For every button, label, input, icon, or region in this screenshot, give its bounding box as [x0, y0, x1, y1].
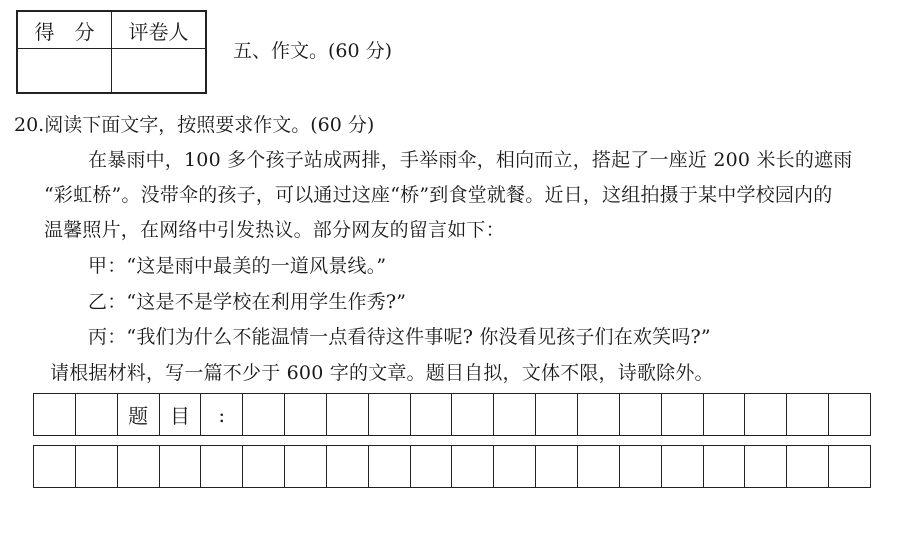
comment-line: 甲：“这是雨中最美的一道风景线。”	[88, 255, 387, 277]
grid-cell[interactable]	[494, 446, 536, 487]
grid-cell[interactable]	[285, 394, 327, 435]
passage-line: 温馨照片，在网络中引发热议。部分网友的留言如下：	[44, 219, 505, 241]
score-header: 得 分	[17, 11, 112, 49]
grid-cell[interactable]	[494, 394, 536, 435]
grid-cell[interactable]	[787, 394, 829, 435]
grid-cell[interactable]	[411, 446, 453, 487]
grader-field[interactable]	[112, 49, 207, 94]
grid-cell[interactable]	[243, 394, 285, 435]
grid-cell[interactable]	[327, 446, 369, 487]
grid-cell[interactable]	[452, 446, 494, 487]
answer-grid-title-row	[33, 393, 871, 436]
question-title: 20.阅读下面文字，按照要求作文。(60 分)	[14, 114, 375, 136]
grid-cell[interactable]	[745, 394, 787, 435]
grid-cell[interactable]	[578, 446, 620, 487]
writing-instruction: 请根据材料，写一篇不少于 600 字的文章。题目自拟，文体不限，诗歌除外。	[50, 362, 714, 384]
grid-cell[interactable]	[536, 446, 578, 487]
grid-cell[interactable]	[745, 446, 787, 487]
grid-cell[interactable]	[620, 394, 662, 435]
comment-line: 丙：“我们为什么不能温情一点看待这件事呢? 你没看见孩子们在欢笑吗?”	[88, 326, 711, 348]
grid-cell[interactable]	[285, 446, 327, 487]
grid-cell-colon: :	[201, 394, 243, 435]
grid-cell[interactable]	[536, 394, 578, 435]
grid-cell[interactable]	[369, 446, 411, 487]
grid-cell[interactable]	[243, 446, 285, 487]
grid-cell[interactable]	[452, 394, 494, 435]
passage-line: “彩虹桥”。没带伞的孩子，可以通过这座“桥”到食堂就餐。近日，这组拍摄于某中学校园内的	[44, 184, 833, 206]
grid-cell[interactable]	[704, 446, 746, 487]
passage-line: 在暴雨中，100 多个孩子站成两排，手举雨伞，相向而立，搭起了一座近 200 米长的遮雨	[88, 149, 853, 171]
grid-cell[interactable]	[578, 394, 620, 435]
grid-cell[interactable]	[34, 394, 76, 435]
section-title: 五、作文。(60 分)	[233, 40, 393, 62]
grid-cell[interactable]	[787, 446, 829, 487]
grid-cell[interactable]	[829, 446, 871, 487]
grid-cell[interactable]	[411, 394, 453, 435]
grid-cell-title-char: 题	[118, 394, 160, 435]
grid-cell[interactable]	[118, 446, 160, 487]
score-field[interactable]	[17, 49, 112, 94]
score-table	[16, 10, 207, 94]
comment-line: 乙：“这是不是学校在利用学生作秀?”	[88, 291, 407, 313]
grid-cell[interactable]	[662, 394, 704, 435]
grid-cell-title-char: 目	[160, 394, 202, 435]
grid-cell[interactable]	[76, 394, 118, 435]
grid-cell[interactable]	[160, 446, 202, 487]
answer-grid-row	[33, 445, 871, 488]
grid-cell[interactable]	[829, 394, 871, 435]
grid-cell[interactable]	[662, 446, 704, 487]
grid-cell[interactable]	[620, 446, 662, 487]
grid-cell[interactable]	[201, 446, 243, 487]
grid-cell[interactable]	[369, 394, 411, 435]
grid-cell[interactable]	[76, 446, 118, 487]
grader-header: 评卷人	[112, 11, 207, 49]
grid-cell[interactable]	[327, 394, 369, 435]
grid-cell[interactable]	[34, 446, 76, 487]
grid-cell[interactable]	[704, 394, 746, 435]
